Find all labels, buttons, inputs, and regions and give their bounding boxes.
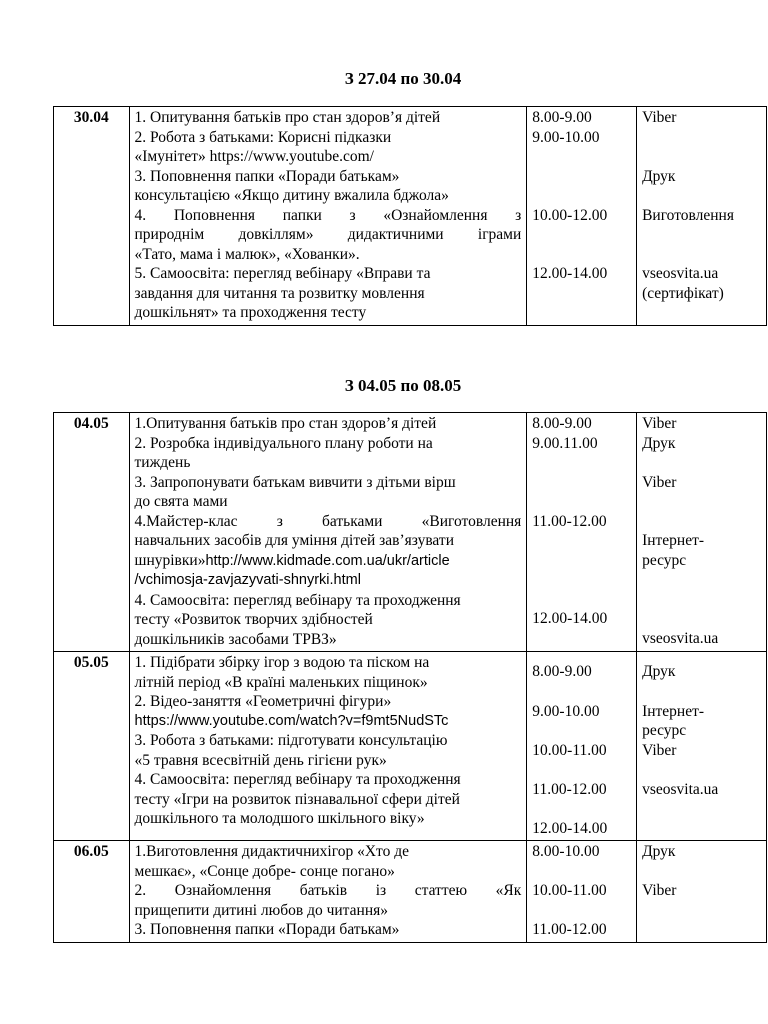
resource-line: Друк: [642, 843, 676, 860]
date-cell: 30.04: [54, 107, 130, 326]
resource-line: Viber: [642, 473, 677, 491]
resource-line: Друк: [642, 434, 676, 452]
resource-cell: [637, 413, 767, 652]
task-line: 3. Запропонувати батькам вивчити з дітьми вірш: [134, 473, 456, 491]
schedule-table: [53, 412, 767, 943]
task-line: до свята мами: [134, 493, 228, 510]
resource-line: Viber: [642, 415, 677, 432]
resource-line: ресурс: [642, 551, 687, 569]
task-line: 2. Робота з батьками: Корисні підказки: [134, 128, 392, 146]
date-cell: 05.05: [54, 652, 130, 841]
task-line: навчальних засобів для уміння дітей зав’язувати: [134, 532, 454, 549]
article-link[interactable]: /vchimosja-zavjazyvati-shnyrki.html: [134, 572, 361, 588]
time-line: 12.00-14.00: [532, 265, 608, 282]
resource-line: Viber: [642, 882, 677, 899]
time-cell: [527, 841, 637, 943]
time-line: 8.00-9.00: [532, 109, 592, 126]
resource-cell: [637, 652, 767, 841]
resource-line: Інтернет-: [642, 532, 705, 549]
task-line: дошкільного та молодшого шкільного віку»: [134, 810, 425, 827]
task-line: дошкільників засобами ТРВЗ»: [134, 630, 337, 648]
resource-cell: [637, 107, 767, 326]
tasks-cell: [129, 652, 527, 841]
time-line: 9.00-10.00: [532, 702, 600, 720]
task-line: 3. Робота з батьками: підготувати консультацію: [134, 732, 448, 749]
task-line: 3. Поповнення папки «Поради батькам»: [134, 921, 400, 938]
time-line: 10.00-11.00: [532, 741, 607, 759]
task-line: тесту «Розвиток творчих здібностей: [134, 611, 373, 628]
time-line: 9.00.11.00: [532, 434, 598, 452]
task-line: прищепити дитині любов до читання»: [134, 901, 388, 919]
time-line: 11.00-12.00: [532, 780, 607, 798]
task-line: 1.Виготовлення дидактичнихігор «Хто де: [134, 843, 409, 860]
task-line: 3. Поповнення папки «Поради батькам»: [134, 167, 400, 185]
resource-line: Виготовлення: [642, 206, 734, 224]
task-line: 2. Ознайомлення батьків із статтею «Як: [134, 882, 522, 899]
resource-line: (сертифікат): [642, 284, 724, 302]
time-line: 12.00-14.00: [532, 610, 608, 627]
resource-cell: [637, 841, 767, 943]
task-line: 1.Опитування батьків про стан здоров’я дітей: [134, 415, 437, 432]
resource-line: ресурс: [642, 722, 687, 739]
time-line: 12.00-14.00: [532, 819, 608, 837]
task-line: 4.Майстер-клас з батьками «Виготовлення: [134, 512, 522, 530]
time-cell: [527, 107, 637, 326]
task-line: 2. Відео-заняття «Геометричні фігури»: [134, 693, 392, 710]
resource-line: Viber: [642, 109, 677, 126]
tasks-cell: [129, 413, 527, 652]
time-line: 9.00-10.00: [532, 128, 600, 146]
time-line: 10.00-11.00: [532, 882, 607, 899]
time-line: 11.00-12.00: [532, 921, 607, 938]
tasks-cell: [129, 107, 527, 326]
resource-line: Друк: [642, 663, 676, 680]
task-line: дошкільнят» та проходження тесту: [134, 304, 367, 321]
task-line: 4. Самоосвіта: перегляд вебінару та проходження: [134, 771, 461, 788]
resource-line: Інтернет-: [642, 702, 705, 720]
task-line: 1. Підібрати збірку ігор з водою та піском на: [134, 654, 430, 671]
table-row: [54, 841, 767, 943]
table-row: [54, 413, 767, 652]
time-cell: [527, 413, 637, 652]
task-line: завдання для читання та розвитку мовлення: [134, 284, 425, 302]
video-link[interactable]: https://www.youtube.com/watch?v=f9mt5NudSTc: [134, 712, 449, 729]
time-line: 8.00-10.00: [532, 843, 600, 860]
tasks-cell: [129, 841, 527, 943]
time-cell: [527, 652, 637, 841]
date-cell: 06.05: [54, 841, 130, 943]
task-line: мешкає», «Сонце добре- сонце погано»: [134, 862, 395, 880]
time-line: 11.00-12.00: [532, 512, 607, 530]
task-line: 2. Розробка індивідуального плану роботи на: [134, 434, 433, 452]
resource-line: vseosvita.ua: [642, 629, 719, 647]
resource-line: vseosvita.ua: [642, 780, 719, 798]
task-line: літній період «В країні маленьких піщинок»: [134, 673, 428, 691]
task-line: 4. Поповнення папки з «Ознайомлення з: [134, 206, 522, 224]
table-row: [54, 652, 767, 841]
task-line: 1. Опитування батьків про стан здоров’я дітей: [134, 109, 441, 126]
section-title: З 27.04 по 30.04: [344, 69, 462, 88]
task-line: тиждень: [134, 454, 191, 471]
schedule-table: [53, 106, 767, 326]
date-cell: 04.05: [54, 413, 130, 652]
resource-line: Друк: [642, 167, 676, 185]
task-line: консультацією «Якщо дитину вжалила бджола»: [134, 187, 449, 204]
resource-line: vseosvita.ua: [642, 265, 719, 282]
time-line: 10.00-12.00: [532, 206, 608, 224]
task-line: [135, 551, 522, 572]
task-line: 5. Самоосвіта: перегляд вебінару «Вправи та: [134, 265, 431, 282]
time-line: 8.00-9.00: [532, 663, 592, 680]
task-line: 4. Самоосвіта: перегляд вебінару та проходження: [134, 591, 461, 609]
section-title: З 04.05 по 08.05: [344, 376, 462, 395]
table-row: [54, 107, 767, 326]
task-line: «Тато, мама і малюк», «Хованки».: [134, 245, 360, 263]
task-line: «5 травня всесвітній день гігієни рук»: [134, 751, 387, 769]
resource-line: Viber: [642, 741, 677, 759]
task-text: шнурівки»: [134, 551, 206, 569]
time-line: 8.00-9.00: [532, 415, 592, 432]
article-link[interactable]: http://www.kidmade.com.ua/ukr/article: [205, 552, 450, 569]
task-line: «Імунітет» https://www.youtube.com/: [134, 148, 374, 165]
task-line: тесту «Ігри на розвиток пізнавальної сфери дітей: [134, 790, 460, 808]
task-line: природнім довкіллям» дидактичними іграми: [134, 226, 522, 243]
